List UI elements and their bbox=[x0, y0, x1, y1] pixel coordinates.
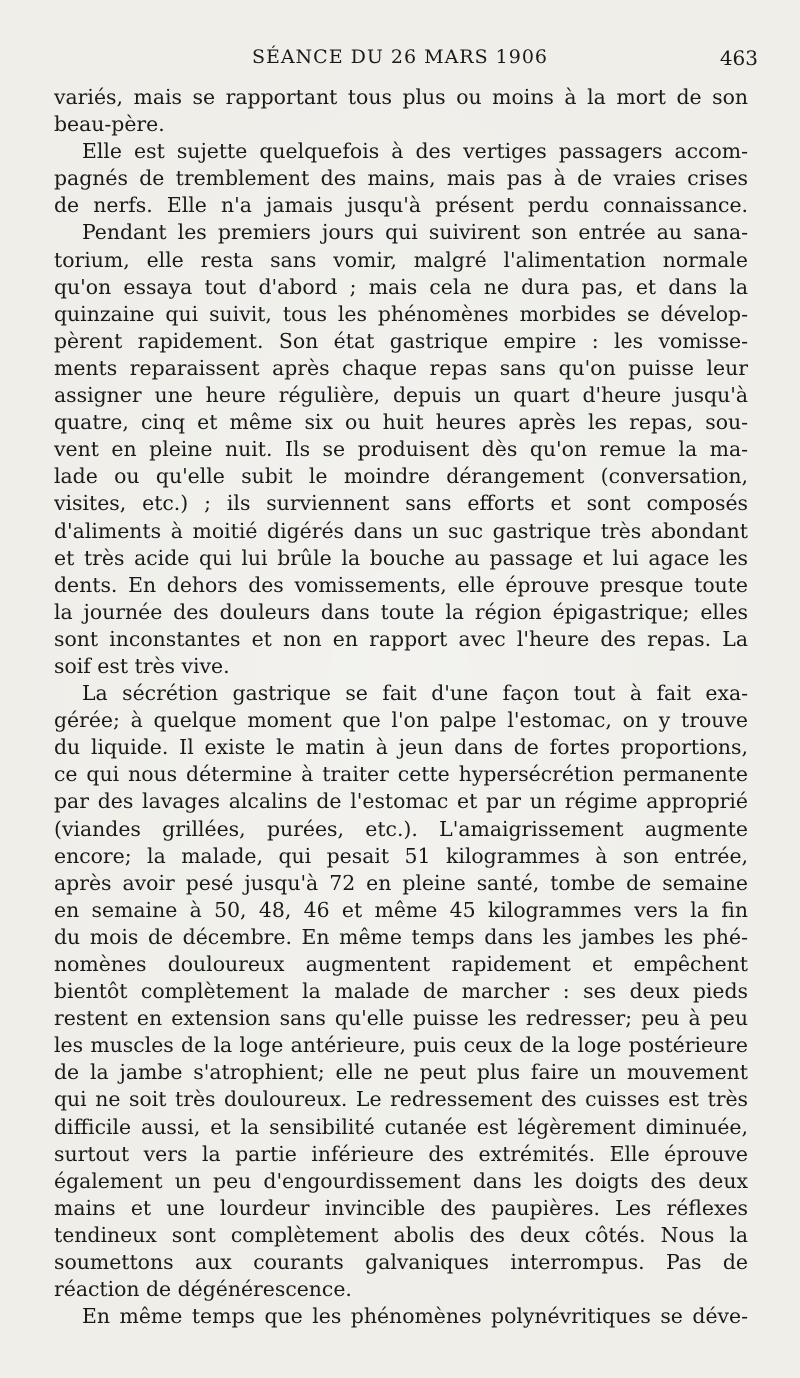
text-line: en semaine à 50, 48, 46 et même 45 kilogrammes vers la fin bbox=[54, 897, 748, 922]
text-line: En même temps que les phénomènes polynévritiques se déve- bbox=[82, 1304, 748, 1329]
text-line: surtout vers la partie inférieure des extrémités. Elle éprouve bbox=[54, 1141, 748, 1166]
text-line: soumettons aux courants galvaniques interrompus. Pas de bbox=[54, 1250, 748, 1275]
text-line: assigner une heure régulière, depuis un quart d'heure jusqu'à bbox=[54, 383, 748, 408]
page-number: 463 bbox=[719, 46, 758, 70]
text-line: du mois de décembre. En même temps dans les jambes les phé- bbox=[54, 924, 748, 949]
text-line: également un peu d'engourdissement dans les doigts des deux bbox=[54, 1168, 748, 1193]
text-line: soif est très vive. bbox=[54, 653, 230, 678]
text-line: les muscles de la loge antérieure, puis ceux de la loge postérieure bbox=[54, 1033, 748, 1058]
text-line: nomènes douloureux augmentent rapidement et empêchent bbox=[54, 952, 748, 976]
text-line: réaction de dégénérescence. bbox=[54, 1277, 352, 1302]
text-line: ce qui nous détermine à traiter cette hypersécrétion permanente bbox=[54, 762, 748, 787]
text-line: et très acide qui lui brûle la bouche au passage et lui agace les bbox=[54, 545, 748, 570]
text-line: ments reparaissent après chaque repas sans qu'on puisse leur bbox=[54, 355, 748, 380]
text-line: restent en extension sans qu'elle puisse les redresser; peu à peu bbox=[54, 1006, 748, 1031]
text-line: visites, etc.) ; ils surviennent sans efforts et sont composés bbox=[54, 491, 748, 516]
text-line: de la jambe s'atrophient; elle ne peut plus faire un mouvement bbox=[54, 1060, 748, 1085]
text-line: lade ou qu'elle subit le moindre dérangement (conversation, bbox=[54, 464, 748, 489]
text-line: sont inconstantes et non en rapport avec l'heure des repas. La bbox=[54, 626, 748, 651]
text-line: mains et une lourdeur invincible des paupières. Les réflexes bbox=[54, 1195, 748, 1220]
text-line: vent en pleine nuit. Ils se produisent dès qu'on remue la ma- bbox=[54, 437, 748, 462]
text-line: pagnés de tremblement des mains, mais pas à de vraies crises bbox=[54, 166, 748, 191]
text-line: La sécrétion gastrique se fait d'une façon tout à fait exa- bbox=[82, 681, 748, 706]
text-line: difficile aussi, et la sensibilité cutanée est légèrement diminuée, bbox=[54, 1114, 748, 1139]
body-text bbox=[54, 84, 748, 1330]
text-line: qu'on essaya tout d'abord ; mais cela ne dura pas, et dans la bbox=[54, 274, 748, 299]
text-line: d'aliments à moitié digérés dans un suc gastrique très abondant bbox=[54, 518, 748, 543]
text-line: quinzaine qui suivit, tous les phénomènes morbides se dévelop- bbox=[54, 301, 748, 326]
text-line: après avoir pesé jusqu'à 72 en pleine santé, tombe de semaine bbox=[54, 870, 748, 895]
text-line: beau-père. bbox=[54, 112, 165, 137]
running-head: SÉANCE DU 26 MARS 1906 bbox=[251, 46, 549, 68]
text-line: pèrent rapidement. Son état gastrique empire : les vomisse- bbox=[54, 328, 748, 353]
text-line: gérée; à quelque moment que l'on palpe l'estomac, on y trouve bbox=[54, 708, 748, 733]
text-line: variés, mais se rapportant tous plus ou moins à la mort de son bbox=[54, 85, 748, 109]
text-line: par des lavages alcalins de l'estomac et par un régime approprié bbox=[54, 789, 748, 814]
page-header bbox=[56, 40, 758, 76]
text-line: la journée des douleurs dans toute la région épigastrique; elles bbox=[54, 599, 748, 624]
text-line: dents. En dehors des vomissements, elle éprouve presque toute bbox=[54, 572, 748, 597]
text-line: du liquide. Il existe le matin à jeun dans de fortes proportions, bbox=[54, 735, 748, 760]
text-line: qui ne soit très douloureux. Le redressement des cuisses est très bbox=[54, 1087, 748, 1112]
text-line: de nerfs. Elle n'a jamais jusqu'à présent perdu connaissance. bbox=[54, 193, 748, 218]
text-line: quatre, cinq et même six ou huit heures après les repas, sou- bbox=[54, 410, 748, 435]
text-line: encore; la malade, qui pesait 51 kilogrammes à son entrée, bbox=[54, 843, 748, 868]
text-line: torium, elle resta sans vomir, malgré l'alimentation normale bbox=[54, 247, 748, 272]
text-line: Elle est sujette quelquefois à des vertiges passagers accom- bbox=[82, 139, 748, 164]
text-line: tendineux sont complètement abolis des deux côtés. Nous la bbox=[54, 1222, 748, 1247]
text-line: bientôt complètement la malade de marcher : ses deux pieds bbox=[54, 979, 748, 1004]
text-line: Pendant les premiers jours qui suivirent son entrée au sana- bbox=[82, 220, 748, 245]
text-line: (viandes grillées, purées, etc.). L'amaigrissement augmente bbox=[54, 816, 748, 841]
